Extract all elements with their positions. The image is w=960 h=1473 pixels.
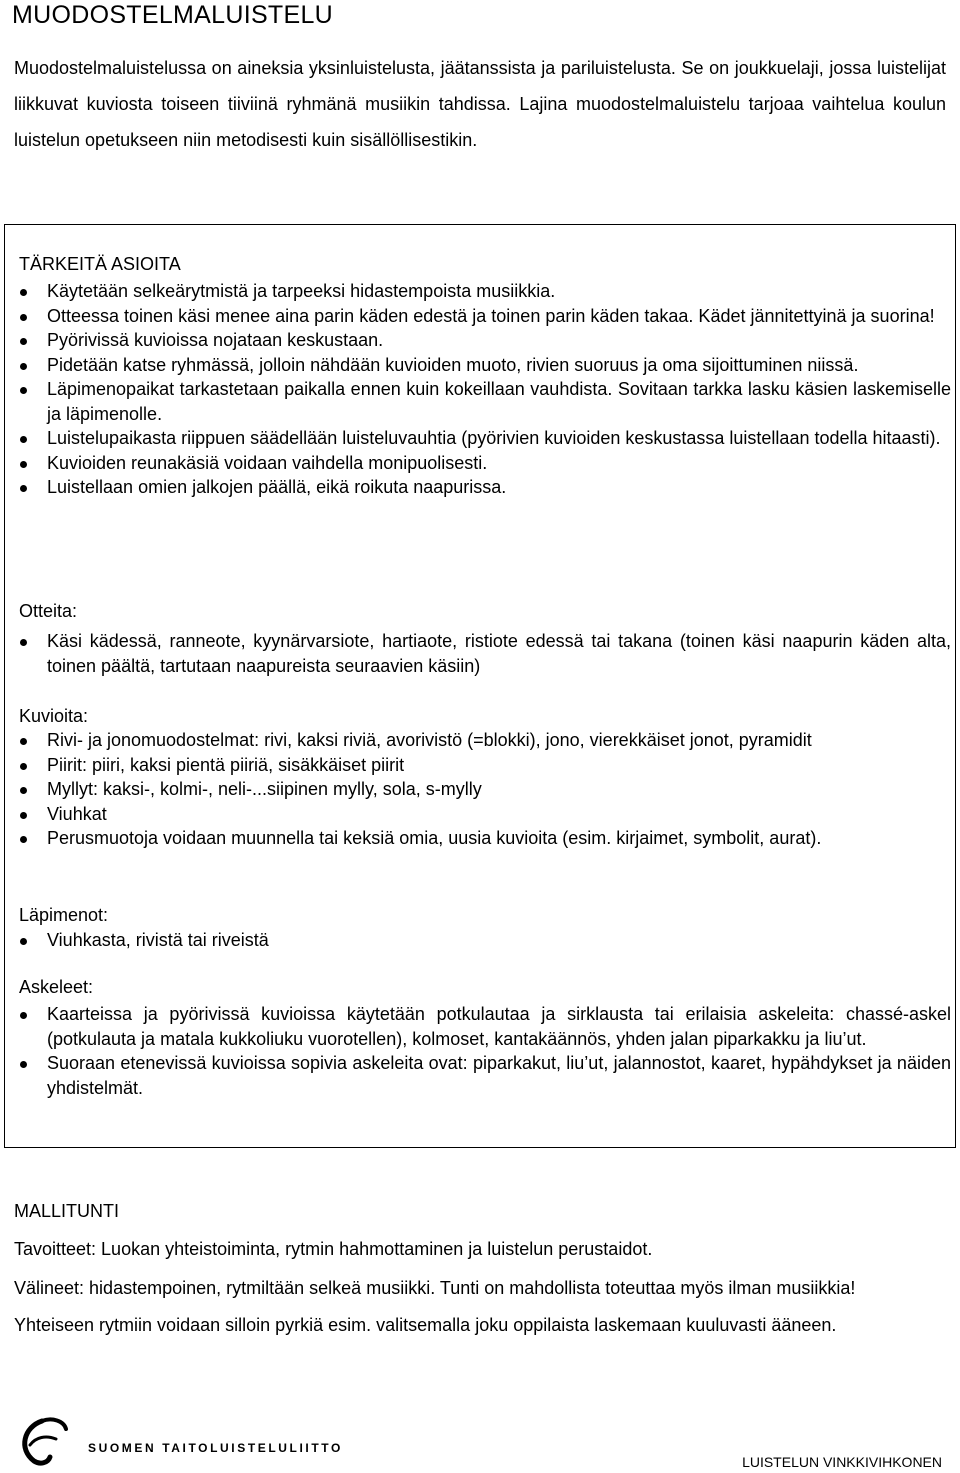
steps-heading: Askeleet: xyxy=(19,977,94,997)
holds-list xyxy=(17,629,951,678)
bullet-icon xyxy=(20,387,27,394)
bullet-icon xyxy=(20,812,27,819)
steps-list xyxy=(17,1002,951,1100)
bullet-icon xyxy=(20,363,27,370)
list-item: Pyörivissä kuvioissa nojataan keskustaan. xyxy=(17,328,951,353)
patterns-heading: Kuvioita: xyxy=(19,706,89,726)
intro-paragraph: Muodostelmaluistelussa on aineksia yksinluistelusta, jäätanssista ja pariluistelusta. Se on joukkuelaji, jossa luistelijat liikkuvat kuviosta toiseen tiiviinä ryhmänä musiikin tahdissa. Lajina muodostelmaluistelu tarjoaa vaihtelua koulun luistelun opetukseen niin metodisesti kuin sisällöllisestikin. xyxy=(14,58,946,150)
list-item: Myllyt: kaksi-, kolmi-, neli-...siipinen mylly, sola, s-mylly xyxy=(17,777,951,802)
bullet-icon xyxy=(20,787,27,794)
federation-logo-text: SUOMEN TAITOLUISTELULIITTO xyxy=(88,1441,343,1455)
patterns-list xyxy=(17,728,951,851)
bullet-icon xyxy=(20,763,27,770)
list-item: Viuhkasta, rivistä tai riveistä xyxy=(17,928,951,953)
passes-heading: Läpimenot: xyxy=(19,905,109,925)
bullet-icon xyxy=(20,639,27,646)
bullet-icon xyxy=(20,485,27,492)
passes-list xyxy=(17,928,951,953)
list-item: Kuvioiden reunakäsiä voidaan vaihdella monipuolisesti. xyxy=(17,451,951,476)
model-lesson-heading: MALLITUNTI xyxy=(14,1201,120,1221)
list-item: Rivi- ja jonomuodostelmat: rivi, kaksi riviä, avorivistö (=blokki), jono, vierekkäiset jonot, pyramidit xyxy=(17,728,951,753)
bullet-icon xyxy=(20,938,27,945)
footer-title: LUISTELUN VINKKIVIHKONEN xyxy=(742,1454,942,1470)
bullet-icon xyxy=(20,461,27,468)
bullet-icon xyxy=(20,738,27,745)
important-list xyxy=(17,279,951,500)
model-lesson-tools: Välineet: hidastempoinen, rytmiltään selkeä musiikki. Tunti on mahdollista toteuttaa myös ilman musiikkia! Yhteiseen rytmiin voidaan silloin pyrkiä esim. valitsemalla joku oppilaista laskemaan kuuluvasti ääneen. xyxy=(14,1278,856,1335)
list-item: Käytetään selkeärytmistä ja tarpeeksi hidastempoista musiikkia. xyxy=(17,279,951,304)
important-heading: TÄRKEITÄ ASIOITA xyxy=(19,254,181,274)
list-item: Käsi kädessä, ranneote, kyynärvarsiote, hartiaote, ristiote edessä tai takana (toinen käsi naapurin käden alta, toinen päältä, tartutaan naapureista seuraavien käsiin) xyxy=(17,629,951,678)
list-item: Perusmuotoja voidaan muunnella tai keksiä omia, uusia kuvioita (esim. kirjaimet, symbolit, aurat). xyxy=(17,826,951,851)
bullet-icon xyxy=(20,289,27,296)
list-item: Luistellaan omien jalkojen päällä, eikä roikuta naapurissa. xyxy=(17,475,951,500)
bullet-icon xyxy=(20,1061,27,1068)
holds-heading: Otteita: xyxy=(19,601,78,621)
model-lesson-goals: Tavoitteet: Luokan yhteistoiminta, rytmin hahmottaminen ja luistelun perustaidot. xyxy=(14,1239,653,1259)
bullet-icon xyxy=(20,338,27,345)
list-item: Pidetään katse ryhmässä, jolloin nähdään kuvioiden muoto, rivien suoruus ja oma sijoittuminen niissä. xyxy=(17,353,951,378)
list-item: Otteessa toinen käsi menee aina parin käden edestä ja toinen parin käden takaa. Kädet jännitettyinä ja suorina! xyxy=(17,304,951,329)
bullet-icon xyxy=(20,836,27,843)
bullet-icon xyxy=(20,1012,27,1019)
list-item: Kaarteissa ja pyörivissä kuvioissa käytetään potkulautaa ja sirklausta tai erilaisia askeleita: chassé-askel (potkulauta ja matala kukkoliuku vuorotellen), kolmoset, kantakäännös, yhden jalan piparkakku ja liu’ut. xyxy=(17,1002,951,1051)
bullet-icon xyxy=(20,314,27,321)
list-item: Luistelupaikasta riippuen säädellään luisteluvauhtia (pyörivien kuvioiden keskustassa luistellaan todella hitaasti). xyxy=(17,426,951,451)
list-item: Viuhkat xyxy=(17,802,951,827)
page-title: MUODOSTELMALUISTELU xyxy=(12,1,334,29)
bullet-icon xyxy=(20,436,27,443)
tips-box xyxy=(4,224,956,1148)
list-item: Läpimenopaikat tarkastetaan paikalla ennen kuin kokeillaan vauhdista. Sovitaan tarkka lasku käsien laskemiselle ja läpimenolle. xyxy=(17,377,951,426)
list-item: Piirit: piiri, kaksi pientä piiriä, sisäkkäiset piirit xyxy=(17,753,951,778)
list-item: Suoraan etenevissä kuvioissa sopivia askeleita ovat: piparkakut, liu’ut, jalannostot, kaaret, hypähdykset ja näiden yhdistelmät. xyxy=(17,1051,951,1100)
